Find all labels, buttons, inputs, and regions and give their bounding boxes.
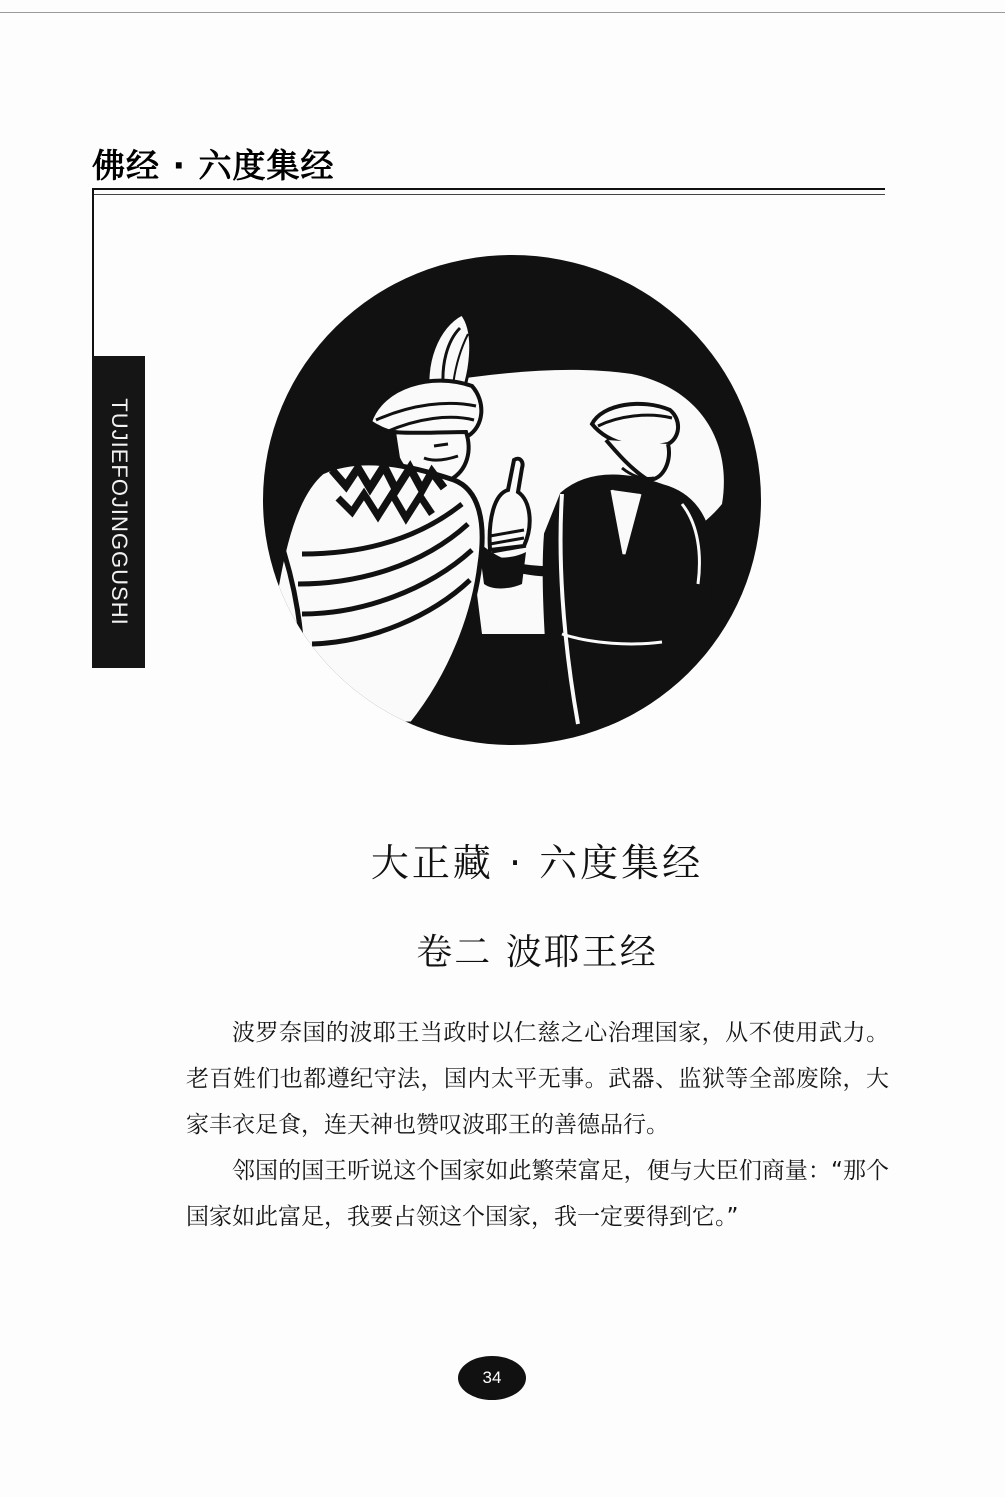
illustration-king-and-elder bbox=[262, 254, 762, 746]
side-tab-label: TUJIEFOJINGGUSHI bbox=[107, 398, 132, 626]
document-title: 大正藏 · 六度集经 bbox=[370, 841, 704, 885]
body-text bbox=[186, 1010, 889, 1240]
running-header-title: 佛经 · 六度集经 bbox=[92, 146, 335, 185]
page-number-badge: 34 bbox=[458, 1356, 526, 1400]
chapter-title: 卷二 波耶王经 bbox=[416, 932, 658, 973]
top-border-rule bbox=[0, 12, 1005, 13]
header-rule-vertical bbox=[92, 188, 94, 360]
header-rule-thin bbox=[92, 194, 885, 195]
paragraph: 邻国的国王听说这个国家如此繁荣富足，便与大臣们商量：“那个国家如此富足，我要占领这个国家，我一定要得到它。” bbox=[186, 1158, 889, 1230]
header-rule-thick bbox=[92, 188, 885, 190]
paragraph: 波罗奈国的波耶王当政时以仁慈之心治理国家，从不使用武力。老百姓们也都遵纪守法，国内太平无事。武器、监狱等全部废除，大家丰衣足食，连天神也赞叹波耶王的善德品行。 bbox=[186, 1020, 889, 1138]
